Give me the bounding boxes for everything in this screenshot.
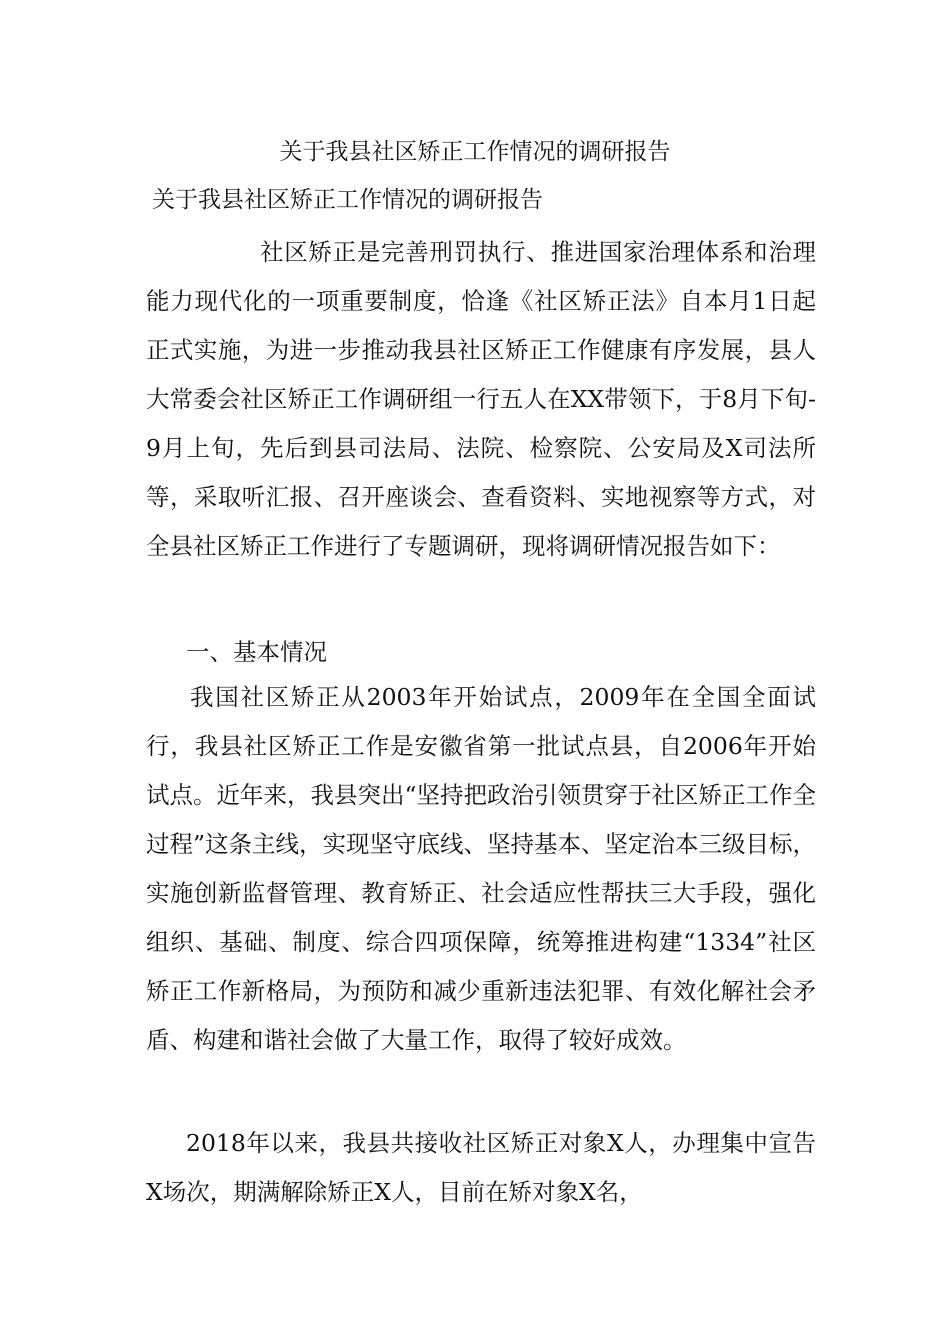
document-subtitle: 关于我县社区矫正工作情况的调研报告 — [152, 187, 543, 213]
intro-paragraph: 社区矫正是完善刑罚执行、推进国家治理体系和治理能力现代化的一项重要制度，恰逢《社区矫正法》自本月1日起正式实施，为进一步推动我县社区矫正工作健康有序发展，县人大常委会社区矫正工作调研组一行五人在XX带领下，于8月下旬-9月上旬，先后到县司法局、法院、检察院、公安局及X司法所等，采取听汇报、召开座谈会、查看资料、实地视察等方式，对全县社区矫正工作进行了专题调研，现将调研情况报告如下： — [146, 238, 816, 560]
section-heading-basic-situation: 一、基本情况 — [186, 638, 327, 666]
section1-paragraph-2: 2018年以来，我县共接收社区矫正对象X人，办理集中宣告X场次，期满解除矫正X人，目前在矫对象X名， — [146, 1129, 816, 1206]
document-title: 关于我县社区矫正工作情况的调研报告 — [279, 139, 671, 165]
section1-paragraph-1: 我国社区矫正从2003年开始试点，2009年在全国全面试行，我县社区矫正工作是安徽省第一批试点县，自2006年开始试点。近年来，我县突出“坚持把政治引领贯穿于社区矫正工作全过程”这条主线，实现坚守底线、坚持基本、坚定治本三级目标，实施创新监督管理、教育矫正、社会适应性帮扶三大手段，强化组织、基础、制度、综合四项保障，统筹推进构建“1334”社区矫正工作新格局，为预防和减少重新违法犯罪、有效化解社会矛盾、构建和谐社会做了大量工作，取得了较好成效。 — [146, 683, 817, 1054]
